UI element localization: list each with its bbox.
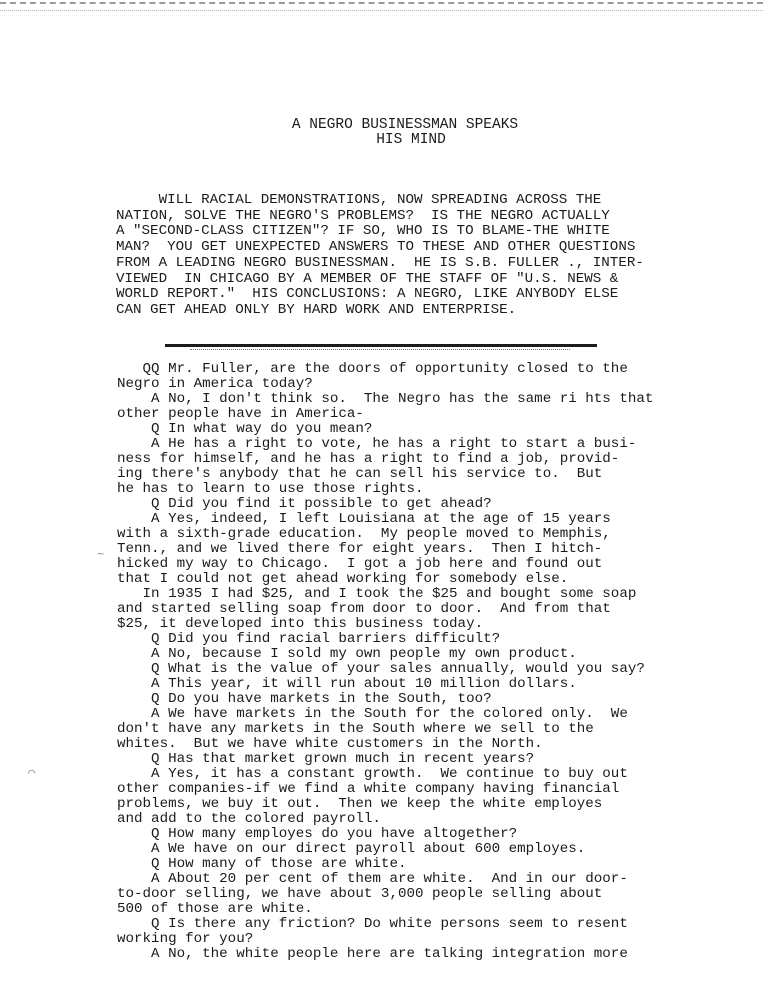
interview-line: A No, the white people here are talking integration more: [117, 946, 628, 962]
interview-line: Q Is there any friction? Do white persons seem to resent: [117, 916, 628, 932]
title-line-2: HIS MIND: [376, 132, 446, 148]
interview-line: he has to learn to use those rights.: [117, 481, 424, 497]
intro-line: FROM A LEADING NEGRO BUSINESSMAN. HE IS S.B. FULLER ., INTER-: [116, 254, 644, 271]
interview-line: A Yes, indeed, I left Louisiana at the age of 15 years: [117, 511, 611, 527]
interview-line: ness for himself, and he has a right to find a job, provid-: [117, 451, 620, 467]
intro-line: MAN? YOU GET UNEXPECTED ANSWERS TO THESE AND OTHER QUESTIONS: [116, 239, 636, 256]
interview-body: [117, 362, 677, 962]
intro-line: CAN GET AHEAD ONLY BY HARD WORK AND ENTERPRISE.: [116, 301, 517, 318]
interview-line: working for you?: [117, 931, 254, 947]
margin-smudge: ⌒: [28, 766, 36, 780]
intro-line: WORLD REPORT." HIS CONCLUSIONS: A NEGRO, LIKE ANYBODY ELSE: [116, 286, 619, 303]
interview-line: Q How many employes do you have altogether?: [117, 826, 518, 842]
intro-line: WILL RACIAL DEMONSTRATIONS, NOW SPREADING ACROSS THE: [116, 192, 602, 208]
interview-line: A Yes, it has a constant growth. We continue to buy out: [117, 766, 628, 782]
interview-line: other people have in America-: [117, 406, 364, 422]
interview-line: to-door selling, we have about 3,000 people selling about: [117, 886, 603, 902]
article-title: [240, 118, 570, 148]
interview-line: Q Do you have markets in the South, too?: [117, 691, 492, 707]
interview-line: Q Did you find it possible to get ahead?: [117, 496, 492, 512]
interview-line: A We have on our direct payroll about 600 employes.: [117, 841, 586, 857]
interview-line: Q How many of those are white.: [117, 856, 407, 872]
interview-line: Q Did you find racial barriers difficult?: [117, 631, 501, 647]
section-divider: [165, 344, 597, 347]
interview-line: ing there's anybody that he can sell his service to. But: [117, 466, 603, 482]
interview-line: other companies-if we find a white company having financial: [117, 781, 620, 797]
intro-line: A "SECOND-CLASS CITIZEN"? IF SO, WHO IS TO BLAME-THE WHITE: [116, 223, 610, 240]
interview-line: A About 20 per cent of them are white. And in our door-: [117, 871, 628, 887]
interview-line: hicked my way to Chicago. I got a job here and found out: [117, 556, 603, 572]
interview-line: A He has a right to vote, he has a right to start a busi-: [117, 436, 637, 452]
margin-smudge: ~: [97, 548, 105, 562]
interview-line: Q In what way do you mean?: [117, 421, 373, 437]
interview-line: problems, we buy it out. Then we keep the white employes: [117, 796, 603, 812]
intro-paragraph: [116, 193, 676, 319]
interview-line: Negro in America today?: [117, 376, 313, 392]
interview-line: A We have markets in the South for the colored only. We: [117, 706, 628, 722]
interview-line: Q What is the value of your sales annually, would you say?: [117, 661, 645, 677]
divider-shadow: [190, 349, 570, 350]
interview-line: $25, it developed into this business today.: [117, 616, 484, 632]
intro-line: NATION, SOLVE THE NEGRO'S PROBLEMS? IS THE NEGRO ACTUALLY: [116, 207, 610, 224]
interview-line: QQ Mr. Fuller, are the doors of opportunity closed to the: [117, 361, 628, 377]
interview-line: that I could not get ahead working for somebody else.: [117, 571, 569, 587]
interview-line: A No, because I sold my own people my own product.: [117, 646, 577, 662]
interview-line: Tenn., and we lived there for eight years. Then I hitch-: [117, 541, 603, 557]
interview-line: 500 of those are white.: [117, 901, 313, 917]
interview-line: with a sixth-grade education. My people moved to Memphis,: [117, 526, 611, 542]
page-top-edge: [0, 2, 763, 11]
interview-line: and add to the colored payroll.: [117, 811, 381, 827]
interview-line: and started selling soap from door to door. And from that: [117, 601, 611, 617]
interview-line: A No, I don't think so. The Negro has the same ri hts that: [117, 391, 654, 407]
intro-line: VIEWED IN CHICAGO BY A MEMBER OF THE STAFF OF "U.S. NEWS &: [116, 270, 619, 287]
title-line-1: A NEGRO BUSINESSMAN SPEAKS: [291, 117, 519, 133]
interview-line: In 1935 I had $25, and I took the $25 and bought some soap: [117, 586, 637, 602]
interview-line: A This year, it will run about 10 million dollars.: [117, 676, 577, 692]
interview-line: Q Has that market grown much in recent years?: [117, 751, 535, 767]
interview-line: don't have any markets in the South where we sell to the: [117, 721, 594, 737]
interview-line: whites. But we have white customers in the North.: [117, 736, 543, 752]
